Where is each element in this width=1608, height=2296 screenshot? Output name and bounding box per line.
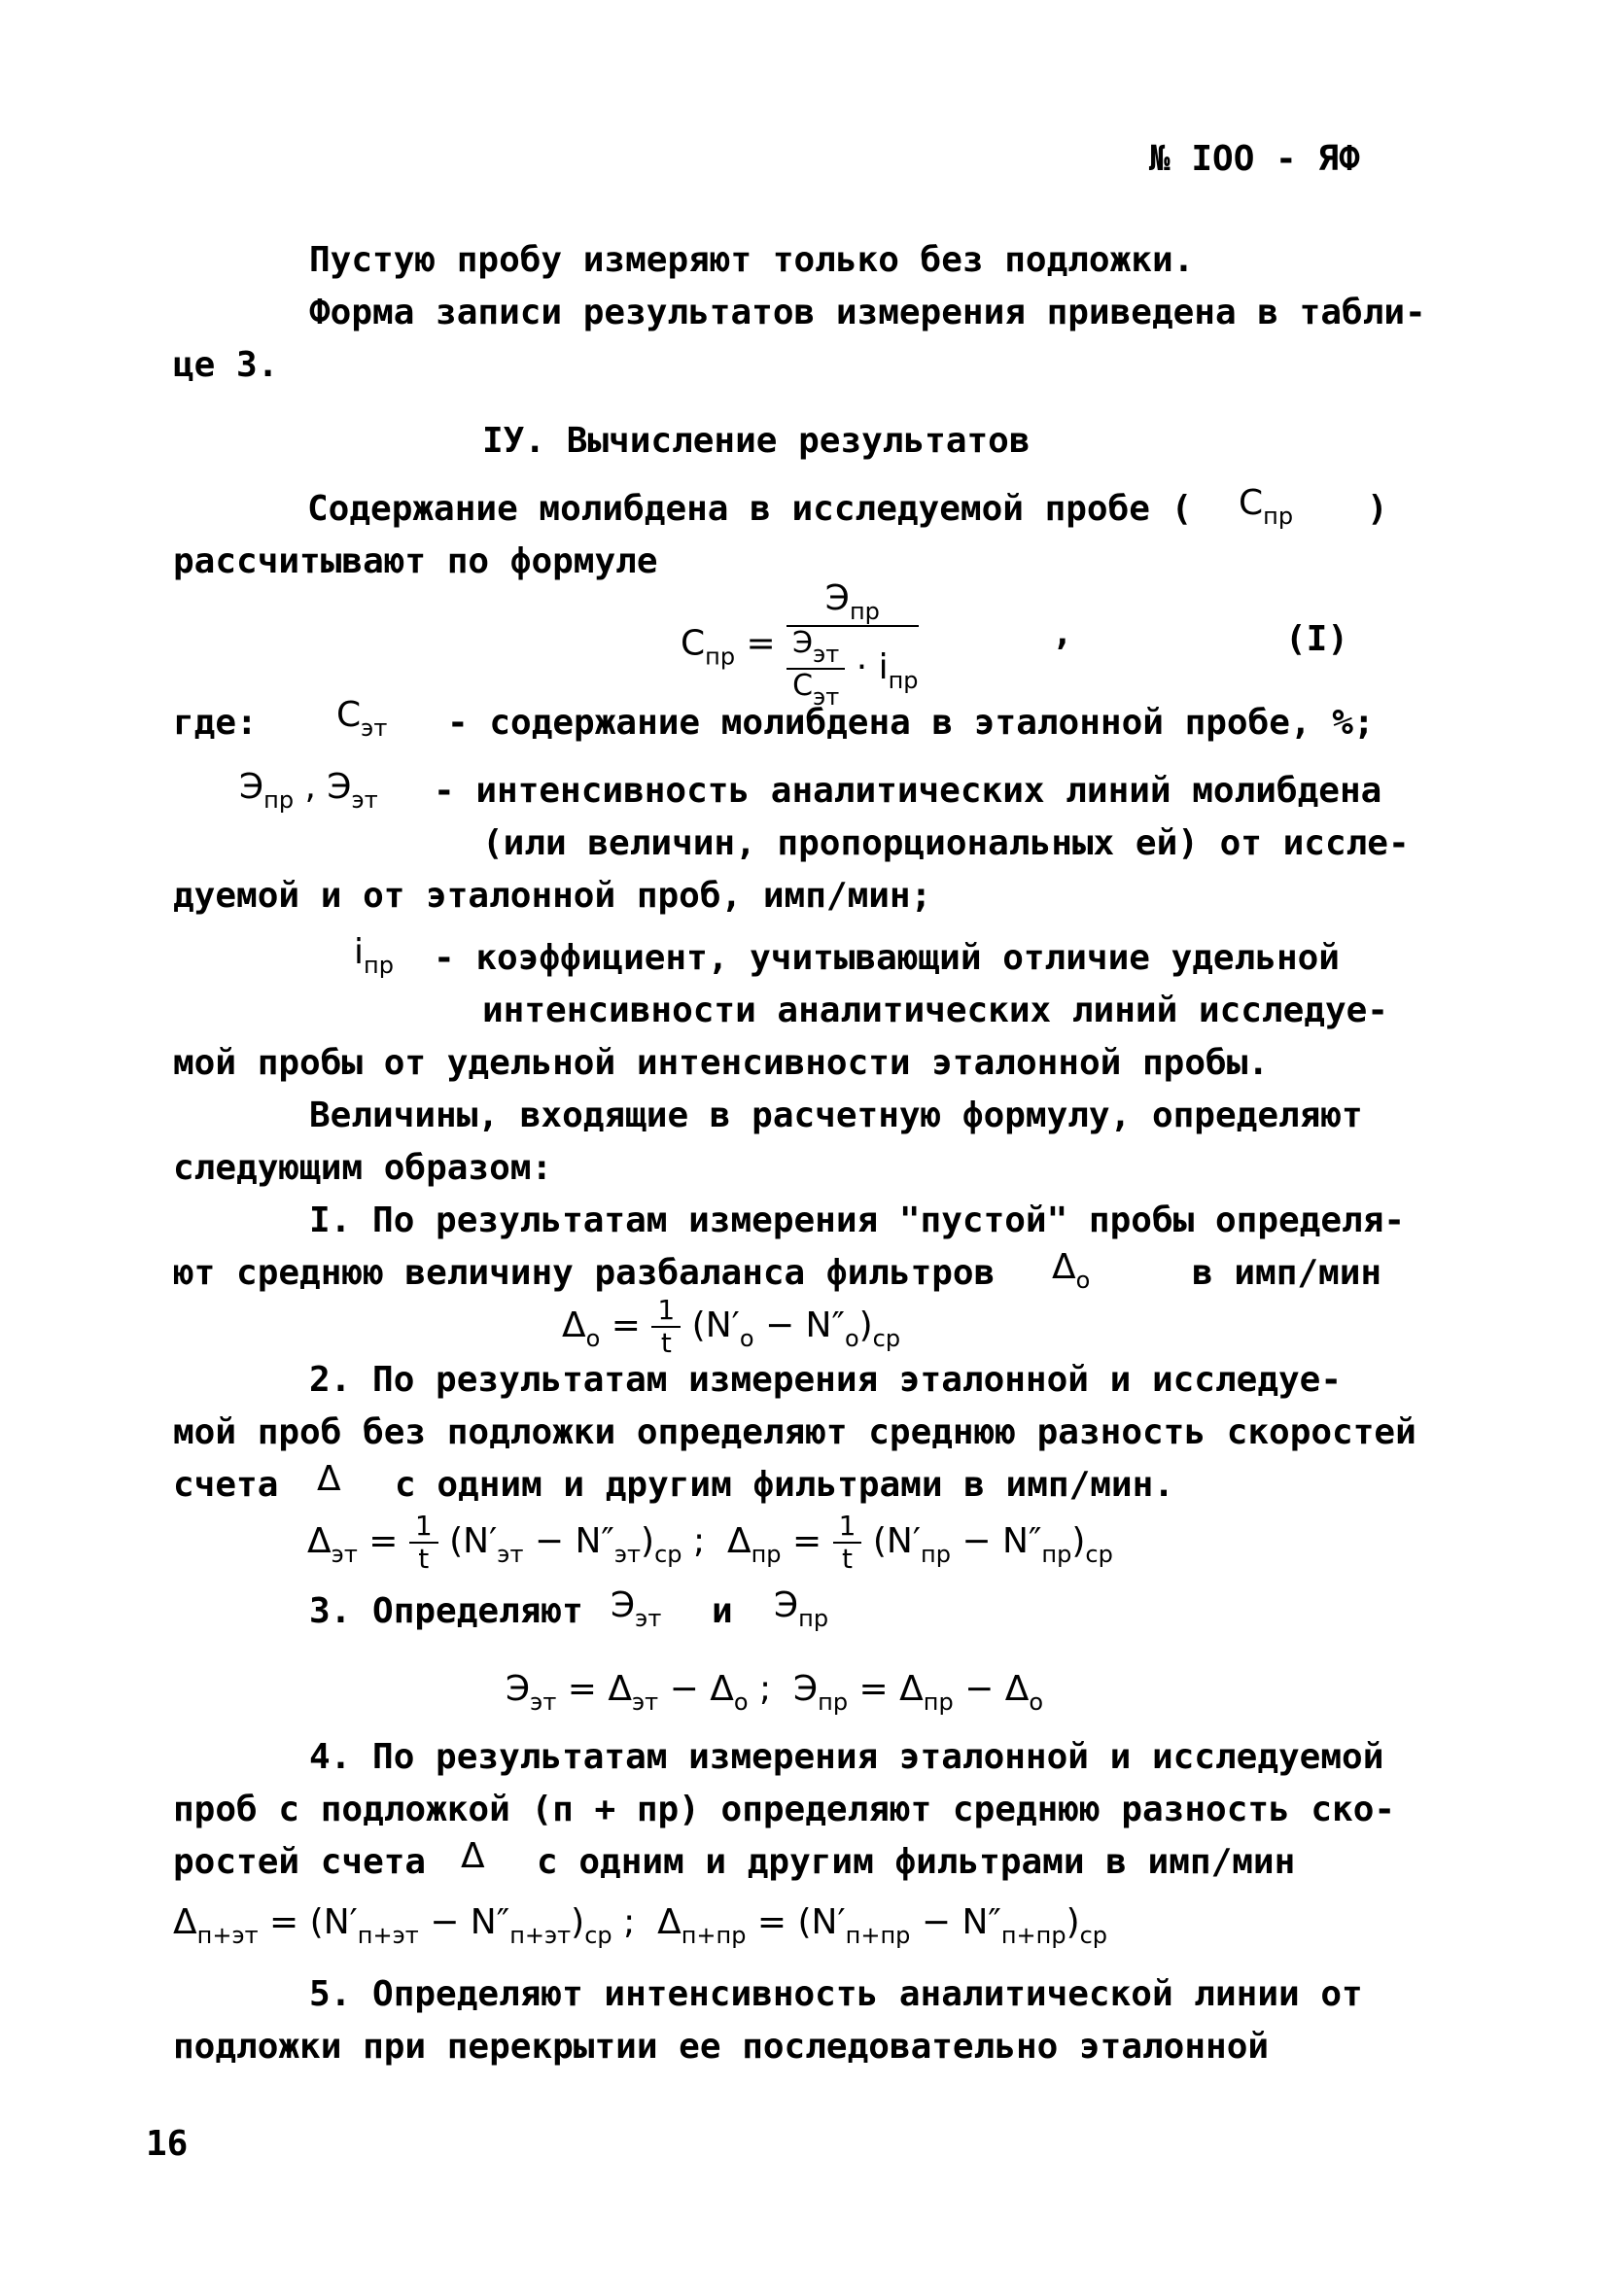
text-line: - коэффициент, учитывающий отличие удельной [434, 938, 1340, 978]
text-line: мой проб без подложки определяют среднюю разность скоростей [173, 1412, 1416, 1452]
formula-intensities: $Э_{пр}$ , $Э_{эт}$ [239, 767, 378, 814]
formula-e-et: $Э_{эт}$ [611, 1585, 662, 1632]
doc-number: № IOO - ЯФ [1149, 139, 1360, 179]
formula-delta-0: $\Delta_о$ [1052, 1247, 1091, 1294]
text-line: дуемой и от эталонной проб, имп/мин; [173, 876, 932, 916]
page-number: 16 [146, 2124, 189, 2164]
text-line: Содержание молибдена в исследуемой пробе ( [307, 489, 1193, 529]
formula-delta0-def: $\Delta_о$ = $\frac{1}{t}$ $(N'_о - N''_о)_{ср}$ [562, 1294, 901, 1359]
text-line: 4. По результатам измерения эталонной и исследуемой [309, 1737, 1384, 1777]
text-line: рассчитывают по формуле [173, 541, 658, 581]
text-line: и [712, 1591, 733, 1631]
equation-number: (I) [1285, 619, 1349, 659]
formula-delta-et-pr: $\Delta_{эт}$ = $\frac{1}{t}$ $(N'_{эт} - N''_{эт})_{ср}$ ; $\Delta_{пр}$ = $\frac{1}{t}$ $(N'_{пр} - N''_{пр})_{ср}$ [307, 1510, 1113, 1575]
text-line: следующим образом: [173, 1148, 553, 1188]
formula-e-pr: $Э_{пр}$ [774, 1585, 829, 1632]
formula-delta: Δ [317, 1459, 341, 1499]
text-line: 5. Определяют интенсивность аналитической линии от [309, 1974, 1363, 2014]
text-line: Величины, входящие в расчетную формулу, определяют [309, 1096, 1363, 1135]
text-line: с одним и другим фильтрами в имп/мин. [395, 1465, 1174, 1505]
text-line: I. По результатам измерения "пустой" пробы определя- [309, 1200, 1406, 1240]
text-line: 3. Определяют [309, 1591, 583, 1631]
section-title: IУ. Вычисление результатов [482, 421, 1031, 461]
text-line: мой пробы от удельной интенсивности эталонной пробы. [173, 1043, 1270, 1083]
formula-i-pr: $i_{пр}$ [354, 932, 394, 979]
text-line: с одним и другим фильтрами в имп/мин [537, 1842, 1296, 1882]
formula-c-et: $C_{эт}$ [336, 695, 388, 742]
text-line: ростей счета [173, 1842, 427, 1882]
text-line: где: [173, 703, 258, 743]
formula-delta: Δ [461, 1836, 485, 1876]
text-line: ) [1367, 489, 1388, 529]
text-line: 2. По результатам измерения эталонной и исследуе- [309, 1360, 1343, 1400]
text-line: це 3. [173, 345, 279, 385]
text-line: подложки при перекрытии ее последовательно эталонной [173, 2027, 1270, 2067]
text-line: в имп/мин [1192, 1253, 1382, 1293]
text-line: Форма записи результатов измерения приведена в табли- [309, 293, 1426, 332]
text-line: счета [173, 1465, 279, 1505]
formula-main: $C_{пр}$ = $Э_{пр}$ $\frac{Э_{эт}}{C_{эт}}$ · $i_{пр}$ [681, 578, 919, 711]
text-line: - интенсивность аналитических линий молибдена [434, 771, 1382, 811]
text-line: , [1052, 613, 1073, 653]
text-line: ют среднюю величину разбаланса фильтров [173, 1253, 996, 1293]
text-line: (или величин, пропорциональных ей) от иссле- [482, 823, 1410, 863]
text-line: - содержание молибдена в эталонной пробе, %; [447, 703, 1375, 743]
formula-c-pr: $C_{пр}$ [1239, 483, 1294, 530]
text-line: Пустую пробу измеряют только без подложки. [309, 240, 1195, 280]
formula-e-def: $Э_{эт} = \Delta_{эт} - \Delta_о$ ; $Э_{пр} = \Delta_{пр} - \Delta_о$ [506, 1669, 1044, 1716]
text-line: интенсивности аналитических линий исследуе- [482, 991, 1388, 1030]
text-line: проб с подложкой (п + пр) определяют среднюю разность ско- [173, 1790, 1396, 1829]
formula-delta-substrate: $\Delta_{п+эт} = (N'_{п+эт} - N''_{п+эт})_{ср}$ ; $\Delta_{п+пр} = (N'_{п+пр} - N''_{п+пр})_{ср}$ [173, 1902, 1108, 1949]
